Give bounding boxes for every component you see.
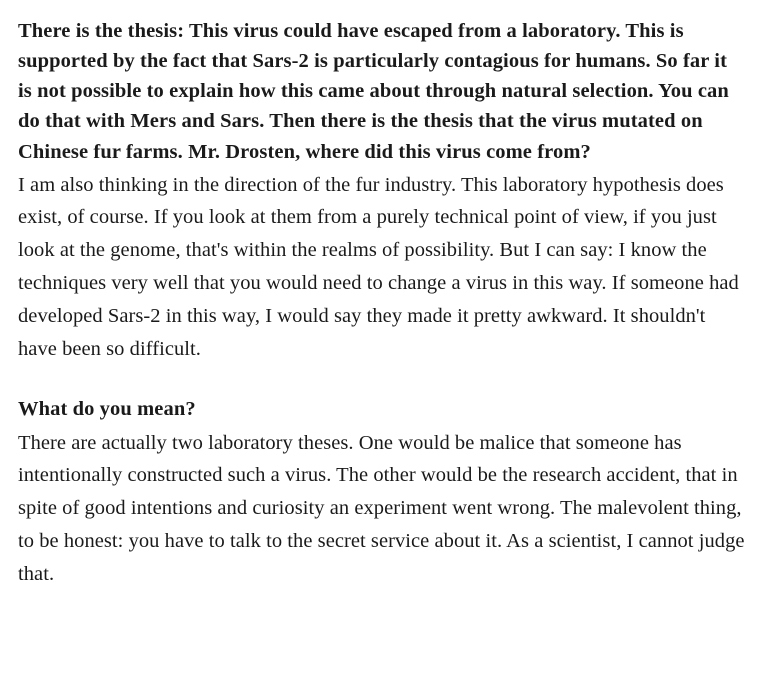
interview-answer: I am also thinking in the direction of the fur industry. This laboratory hypothesis does exist, of course. If you look at them from a purely technical point of view, if you just look at the genome, that's within the realms of possibility. But I can say: I know the techniques very well that you would need to change a virus in this way. If someone had developed Sars-2 in this way, I would say they made it pretty awkward. It shouldn't have been so difficult. <box>18 173 739 360</box>
interview-answer: There are actually two laboratory theses. One would be malice that someone has intentionally constructed such a virus. The other would be the research accident, that in spite of good intentions and curiosity an experiment went wrong. The malevolent thing, to be honest: you have to talk to the secret service about it. As a scientist, I cannot judge that. <box>18 431 745 585</box>
qa-block-2 <box>18 394 746 590</box>
interview-question: There is the thesis: This virus could have escaped from a laboratory. This is supported by the fact that Sars-2 is particularly contagious for humans. So far it is not possible to explain how this came about through natural selection. You can do that with Mers and Sars. Then there is the thesis that the virus mutated on Chinese fur farms. Mr. Drosten, where did this virus come from? <box>18 20 729 163</box>
interview-question: What do you mean? <box>18 398 196 421</box>
block-spacer <box>18 365 746 394</box>
qa-block-1 <box>18 16 746 365</box>
